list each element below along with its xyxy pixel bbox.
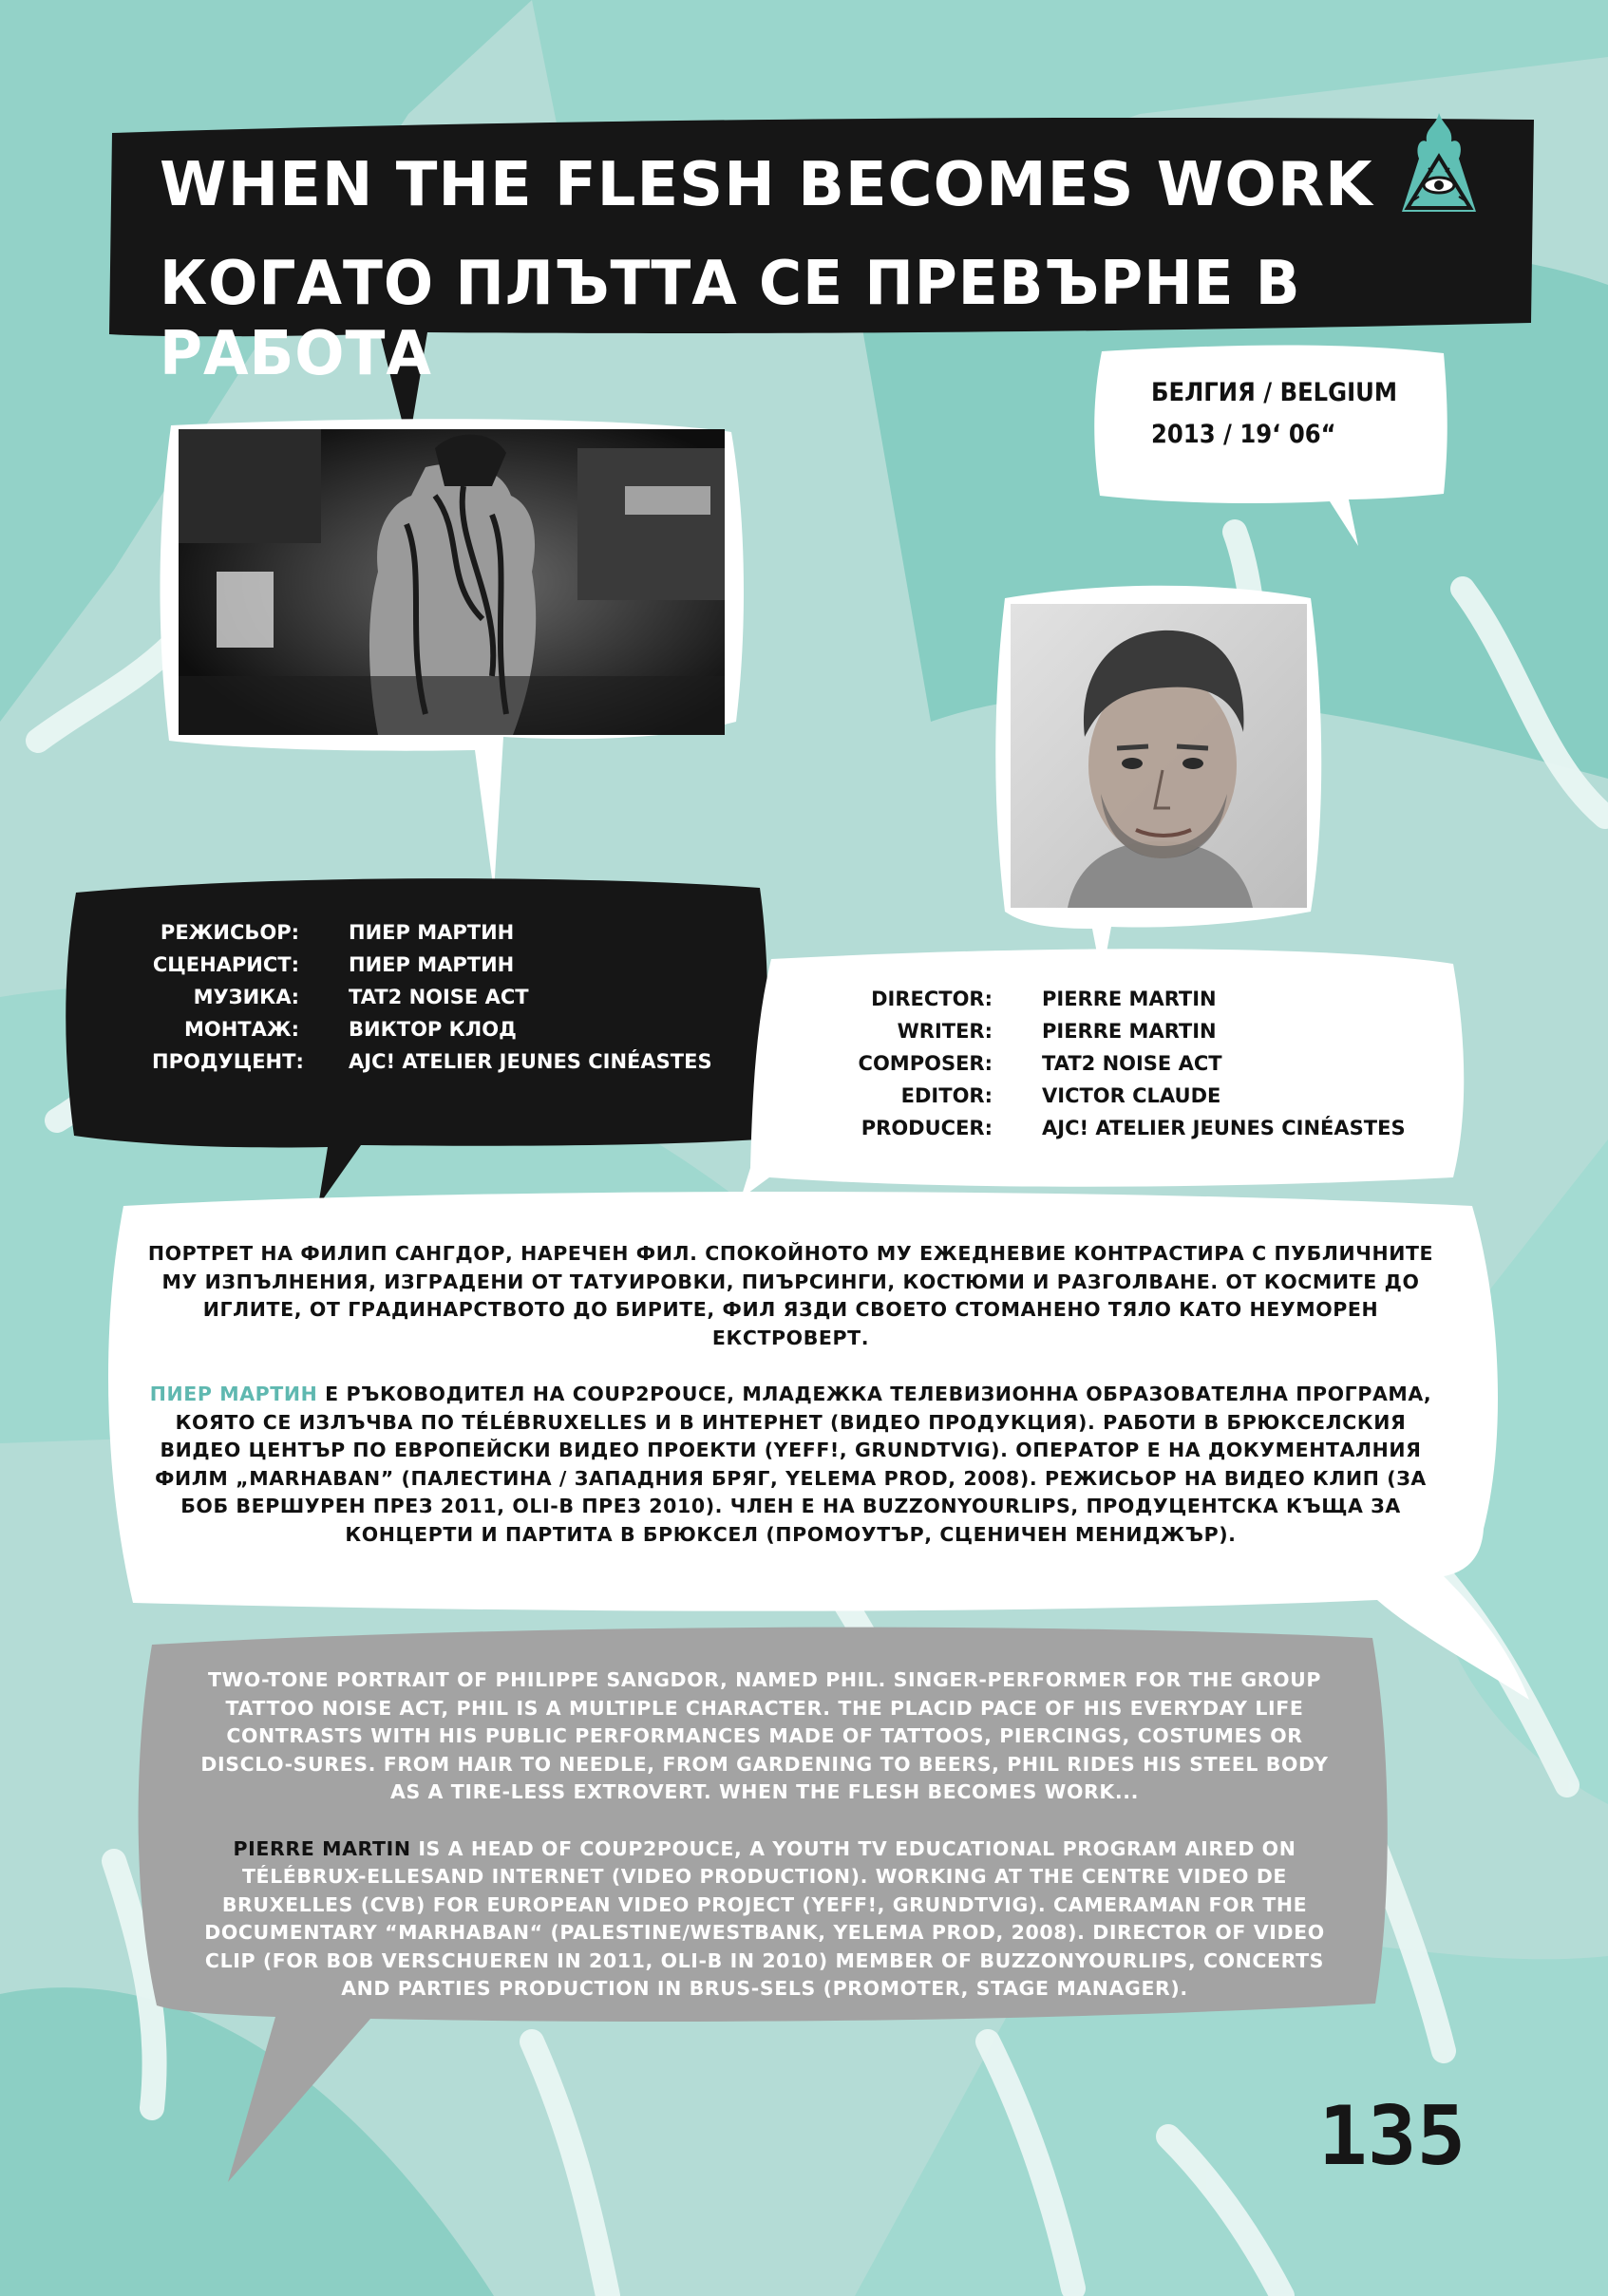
- country-label: БЕЛГИЯ / BELGIUM: [1151, 378, 1398, 407]
- synopsis-paragraph: TWO-TONE PORTRAIT OF PHILIPPE SANGDOR, NAMED PHIL. SINGER-PERFORMER FOR THE GROUP TATTOO NOISE ACT, PHIL IS A MULTIPLE CHARACTER. THE PLACID PACE OF HIS EVERYDAY LIFE CONTRASTS WITH HIS PUBLIC PERFORMANCES MADE OF TATTOOS, PIERCINGS, COSTUMES OR DISCLO-SURES. FROM HAIR TO NEEDLE, FROM GARDENING TO BEERS, PHIL RIDES HIS STEEL BODY AS A TIRE-LESS EXTROVERT. WHEN THE FLESH BECOMES WORK...: [200, 1668, 1329, 1803]
- synopsis-bulgarian: [142, 1240, 1439, 1577]
- eye-triangle-flame-icon: [1394, 109, 1485, 223]
- credit-row: [836, 1015, 1406, 1047]
- credit-row: [152, 916, 712, 949]
- credit-label: ПРОДУЦЕНТ:: [152, 1050, 304, 1073]
- credit-label: WRITER:: [897, 1020, 993, 1043]
- credit-value: TAT2 NOISE ACT: [1042, 1052, 1222, 1075]
- credit-row: [152, 1045, 712, 1078]
- credit-row: [836, 1047, 1406, 1080]
- credit-row: [836, 1080, 1406, 1112]
- page-number: 135: [1318, 2089, 1466, 2184]
- credit-label: PRODUCER:: [861, 1117, 993, 1139]
- credit-label: COMPOSER:: [858, 1052, 993, 1075]
- credit-row: [836, 983, 1406, 1015]
- credit-value: PIERRE MARTIN: [1042, 1020, 1217, 1043]
- title-bulgarian: КОГАТО ПЛЪТТА СЕ ПРЕВЪРНЕ В РАБОТА: [160, 249, 1301, 389]
- credit-value: VICTOR CLAUDE: [1042, 1084, 1221, 1107]
- credit-row: [152, 981, 712, 1013]
- credit-value: ПИЕР МАРТИН: [349, 953, 515, 976]
- director-bio-paragraph: [142, 1381, 1439, 1549]
- synopsis-english: [195, 1666, 1334, 2032]
- director-portrait-photo: [1011, 604, 1307, 908]
- director-name-highlight: PIERRE MARTIN: [233, 1836, 411, 1860]
- director-name-highlight: ПИЕР МАРТИН: [149, 1383, 318, 1405]
- credit-label: DIRECTOR:: [871, 988, 993, 1010]
- performer-photo: [179, 429, 725, 735]
- credits-english: [836, 983, 1406, 1144]
- credits-bulgarian: [152, 916, 712, 1078]
- director-bio-text: IS A HEAD OF COUP2POUCE, A YOUTH TV EDUCATIONAL PROGRAM AIRED ON TÉLÉBRUX-ELLESAND INTERNET (VIDEO PRODUCTION). WORKING AT THE CENTRE VIDEO DE BRUXELLES (CVB) FOR EUROPEAN VIDEO PROJECT (YEFF!, GRUNDTVIG). CAMERAMAN FOR THE DOCUMENTARY “MARHABAN“ (PALESTINE/WESTBANK, YELEMA PROD, 2008). DIRECTOR OF VIDEO CLIP (FOR BOB VERSCHUEREN IN 2011, OLI-B IN 2010) MEMBER OF BUZZONYOURLIPS, CONCERTS AND PARTIES PRODUCTION IN BRUS-SELS (PROMOTER, STAGE MANAGER).: [204, 1836, 1325, 2000]
- synopsis-paragraph: ПОРТРЕТ НА ФИЛИП САНГДОР, НАРЕЧЕН ФИЛ. СПОКОЙНОТО МУ ЕЖЕДНЕВИЕ КОНТРАСТИРА С ПУБЛИЧНИТЕ МУ ИЗПЪЛНЕНИЯ, ИЗГРАДЕНИ ОТ ТАТУИРОВКИ, ПИЪРСИНГИ, КОСТЮМИ И РАЗГОЛВАНЕ. ОТ КОСМИТЕ ДО ИГЛИТЕ, ОТ ГРАДИНАРСТВОТО ДО БИРИТЕ, ФИЛ ЯЗДИ СВОЕТО СТОМАНЕНО ТЯЛО КАТО НЕУМОРЕН ЕКСТРОВЕРТ.: [147, 1242, 1434, 1349]
- credit-label: МУЗИКА:: [193, 986, 299, 1008]
- credit-value: AJC! ATELIER JEUNES CINÉASTES: [1042, 1117, 1406, 1139]
- film-meta: [1151, 372, 1397, 456]
- credit-label: СЦЕНАРИСТ:: [152, 953, 299, 976]
- credit-row: [152, 949, 712, 981]
- credit-label: EDITOR:: [900, 1084, 993, 1107]
- credit-row: [152, 1013, 712, 1045]
- credit-value: PIERRE MARTIN: [1042, 988, 1217, 1010]
- credit-value: TAT2 NOISE ACT: [349, 986, 529, 1008]
- credit-label: МОНТАЖ:: [183, 1018, 299, 1041]
- credit-row: [836, 1112, 1406, 1144]
- director-bio-paragraph: [195, 1835, 1334, 2004]
- credit-value: ПИЕР МАРТИН: [349, 921, 515, 944]
- year-duration-label: 2013 / 19‘ 06“: [1151, 420, 1336, 449]
- credit-value: ВИКТОР КЛОД: [349, 1018, 517, 1041]
- director-bio-text: Е РЪКОВОДИТЕЛ НА COUP2POUCE, МЛАДЕЖКА ТЕЛЕВИЗИОННА ОБРАЗОВАТЕЛНА ПРОГРАМА, КОЯТО СЕ ИЗЛЪЧВА ПО TÉLÉBRUXELLES И В ИНТЕРНЕТ (ВИДЕО ПРОДУКЦИЯ). РАБОТИ В БРЮКСЕЛСКИЯ ВИДЕО ЦЕНТЪР ПО ЕВРОПЕЙСКИ ВИДЕО ПРОЕКТИ (YEFF!, GRUNDTVIG). ОПЕРАТОР Е НА ДОКУМЕНТАЛНИЯ ФИЛМ „MARHABAN” (ПАЛЕСТИНА / ЗАПАДНИЯ БРЯГ, YELEMA PROD, 2008). РЕЖИСЬОР НА ВИДЕО КЛИП (ЗА БОБ ВЕРШУРЕН ПРЕЗ 2011, OLI-B ПРЕЗ 2010). ЧЛЕН Е НА BUZZONYOURLIPS, ПРОДУЦЕНТСКА КЪЩА ЗА КОНЦЕРТИ И ПАРТИТА В БРЮКСЕЛ (ПРОМОУТЪР, СЦЕНИЧЕН МЕНИДЖЪР).: [155, 1383, 1432, 1546]
- credit-value: AJC! ATELIER JEUNES CINÉASTES: [349, 1050, 712, 1073]
- title-english: WHEN THE FLESH BECOMES WORK: [160, 150, 1373, 220]
- credit-label: РЕЖИСЬОР:: [160, 921, 299, 944]
